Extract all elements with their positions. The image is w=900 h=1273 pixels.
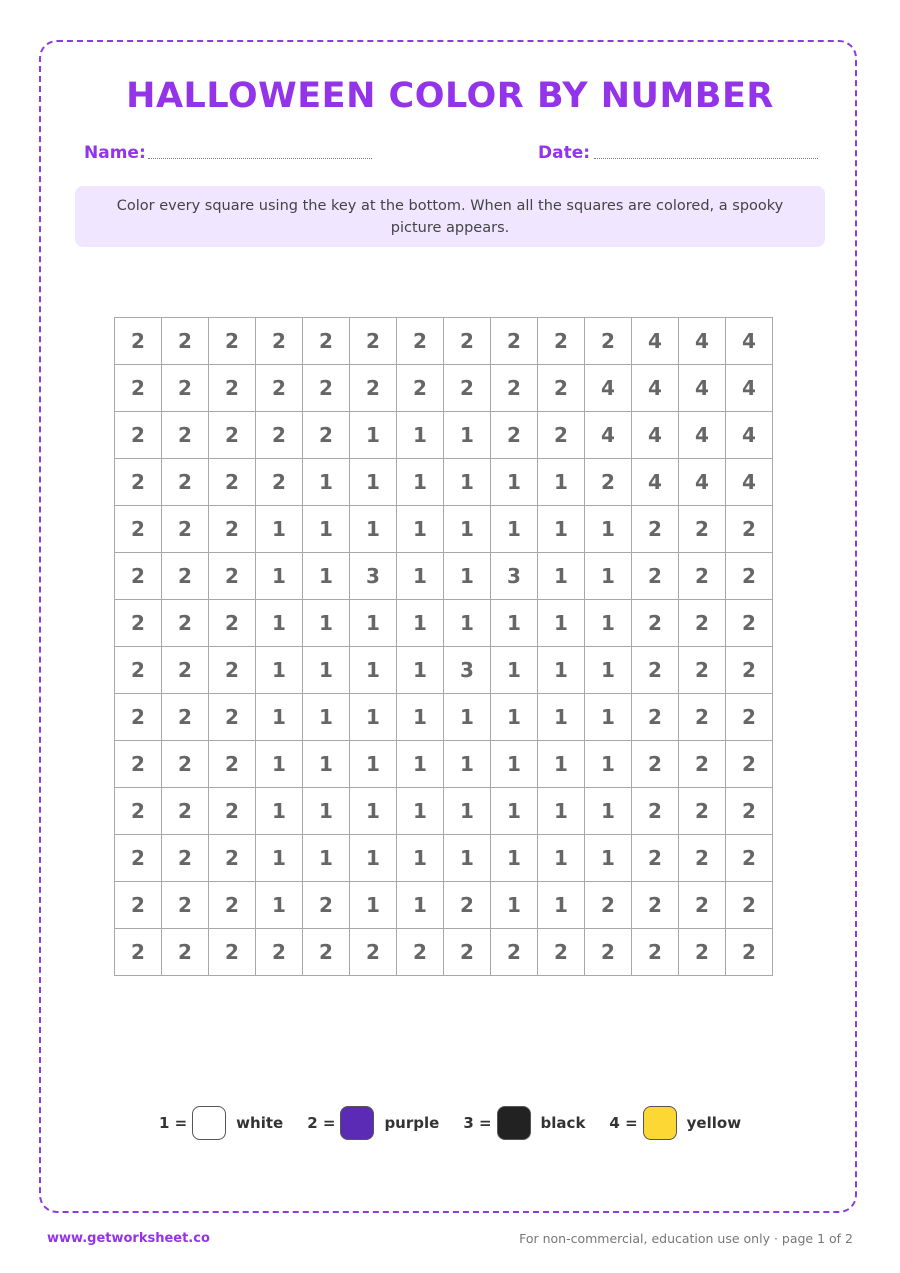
grid-cell[interactable]: 1 [397, 553, 444, 600]
grid-cell[interactable]: 2 [726, 788, 773, 835]
grid-cell[interactable]: 4 [632, 318, 679, 365]
grid-cell[interactable]: 1 [585, 694, 632, 741]
grid-cell[interactable]: 2 [632, 506, 679, 553]
grid-cell[interactable]: 2 [679, 553, 726, 600]
grid-cell[interactable]: 2 [162, 788, 209, 835]
name-label: Name: [84, 143, 146, 163]
grid-cell[interactable]: 2 [632, 553, 679, 600]
grid-cell[interactable]: 1 [256, 741, 303, 788]
grid-cell[interactable]: 2 [162, 459, 209, 506]
grid-cell[interactable]: 2 [115, 929, 162, 976]
grid-cell[interactable]: 1 [303, 647, 350, 694]
grid-row [115, 365, 773, 412]
grid-cell[interactable]: 2 [256, 459, 303, 506]
key-color-name: black [540, 1114, 586, 1132]
grid-cell[interactable]: 2 [209, 506, 256, 553]
grid-row [115, 506, 773, 553]
grid-cell[interactable]: 2 [209, 553, 256, 600]
grid-cell[interactable]: 1 [585, 741, 632, 788]
grid-cell[interactable]: 1 [256, 835, 303, 882]
grid-cell[interactable]: 1 [350, 459, 397, 506]
key-item [159, 1106, 283, 1140]
grid-cell[interactable]: 2 [115, 835, 162, 882]
grid-cell[interactable]: 2 [256, 412, 303, 459]
grid-row [115, 318, 773, 365]
instructions-text: Color every square using the key at the bottom. When all the squares are colored, a spooky picture appears. [116, 198, 784, 236]
grid-cell[interactable]: 2 [162, 365, 209, 412]
grid-cell[interactable]: 2 [679, 741, 726, 788]
grid-cell[interactable]: 1 [303, 600, 350, 647]
grid-cell[interactable]: 1 [397, 506, 444, 553]
grid-cell[interactable]: 2 [679, 882, 726, 929]
grid-cell[interactable]: 1 [444, 412, 491, 459]
grid-cell[interactable]: 1 [350, 788, 397, 835]
grid-cell[interactable]: 2 [444, 318, 491, 365]
grid-cell[interactable]: 2 [585, 318, 632, 365]
grid-row [115, 600, 773, 647]
grid-cell[interactable]: 1 [397, 459, 444, 506]
grid-cell[interactable]: 1 [256, 788, 303, 835]
key-color-name: yellow [686, 1114, 742, 1132]
grid-cell[interactable]: 1 [303, 694, 350, 741]
grid-cell[interactable]: 4 [585, 412, 632, 459]
grid-cell[interactable]: 2 [162, 553, 209, 600]
grid-cell[interactable]: 2 [726, 882, 773, 929]
key-color-name: white [236, 1114, 284, 1132]
key-number: 4 = [609, 1114, 638, 1132]
grid-cell[interactable]: 2 [632, 741, 679, 788]
grid-cell[interactable]: 2 [632, 882, 679, 929]
date-line[interactable] [594, 158, 818, 159]
grid-cell[interactable]: 1 [444, 788, 491, 835]
grid-cell[interactable]: 2 [726, 694, 773, 741]
grid-cell[interactable]: 1 [350, 741, 397, 788]
grid-cell[interactable]: 2 [115, 318, 162, 365]
grid-cell[interactable]: 4 [726, 318, 773, 365]
grid-cell[interactable]: 2 [209, 365, 256, 412]
grid-cell[interactable]: 1 [491, 835, 538, 882]
grid-cell[interactable]: 2 [726, 741, 773, 788]
grid-cell[interactable]: 1 [303, 553, 350, 600]
grid-cell[interactable]: 2 [679, 835, 726, 882]
grid-cell[interactable]: 2 [538, 318, 585, 365]
grid-cell[interactable]: 1 [397, 412, 444, 459]
grid-row [115, 929, 773, 976]
grid-cell[interactable]: 1 [350, 647, 397, 694]
grid-cell[interactable]: 2 [444, 882, 491, 929]
grid-cell[interactable]: 1 [303, 835, 350, 882]
grid-cell[interactable]: 2 [209, 412, 256, 459]
grid-cell[interactable]: 2 [256, 929, 303, 976]
grid-cell[interactable]: 2 [115, 600, 162, 647]
grid-cell[interactable]: 2 [162, 318, 209, 365]
grid-cell[interactable]: 1 [585, 553, 632, 600]
grid-cell[interactable]: 2 [726, 506, 773, 553]
grid-cell[interactable]: 2 [632, 835, 679, 882]
grid-cell[interactable]: 2 [115, 459, 162, 506]
grid-cell[interactable]: 1 [491, 694, 538, 741]
grid-cell[interactable]: 1 [397, 694, 444, 741]
grid-cell[interactable]: 1 [350, 694, 397, 741]
grid-cell[interactable]: 1 [397, 788, 444, 835]
grid-cell[interactable]: 2 [209, 929, 256, 976]
grid-cell[interactable]: 1 [538, 694, 585, 741]
grid-cell[interactable]: 2 [726, 600, 773, 647]
grid-cell[interactable]: 2 [726, 647, 773, 694]
grid-cell[interactable]: 2 [115, 694, 162, 741]
grid-cell[interactable]: 1 [491, 600, 538, 647]
grid-cell[interactable]: 2 [162, 647, 209, 694]
color-grid [114, 317, 773, 976]
grid-cell[interactable]: 2 [162, 600, 209, 647]
grid-cell[interactable]: 4 [679, 365, 726, 412]
grid-cell[interactable]: 1 [256, 647, 303, 694]
grid-cell[interactable]: 2 [115, 788, 162, 835]
grid-cell[interactable]: 2 [632, 647, 679, 694]
grid-cell[interactable]: 2 [256, 365, 303, 412]
grid-cell[interactable]: 1 [350, 600, 397, 647]
grid-cell[interactable]: 4 [585, 365, 632, 412]
grid-cell[interactable]: 1 [538, 459, 585, 506]
grid-cell[interactable]: 4 [726, 412, 773, 459]
grid-cell[interactable]: 2 [632, 929, 679, 976]
grid-cell[interactable]: 2 [679, 694, 726, 741]
grid-cell[interactable]: 2 [444, 929, 491, 976]
grid-cell[interactable]: 2 [115, 647, 162, 694]
grid-cell[interactable]: 2 [397, 929, 444, 976]
grid-cell[interactable]: 2 [209, 647, 256, 694]
grid-cell[interactable]: 2 [303, 882, 350, 929]
key-swatch-yellow [643, 1106, 677, 1140]
key-number: 1 = [158, 1114, 188, 1132]
grid-cell[interactable]: 1 [444, 600, 491, 647]
grid-cell[interactable]: 2 [491, 929, 538, 976]
grid-cell[interactable]: 1 [585, 647, 632, 694]
grid-cell[interactable]: 1 [256, 882, 303, 929]
grid-row [115, 647, 773, 694]
key-item [463, 1106, 585, 1140]
grid-cell[interactable]: 2 [162, 694, 209, 741]
grid-cell[interactable]: 2 [115, 741, 162, 788]
date-label: Date: [538, 143, 591, 163]
grid-cell[interactable]: 1 [444, 835, 491, 882]
grid-cell[interactable]: 2 [679, 506, 726, 553]
grid-cell[interactable]: 2 [162, 882, 209, 929]
grid-cell[interactable]: 1 [538, 835, 585, 882]
footer-note: For non-commercial, education use only · page 1 of 2 [519, 1231, 853, 1246]
grid-cell[interactable]: 1 [444, 459, 491, 506]
key-number: 2 = [307, 1114, 336, 1132]
grid-cell[interactable]: 1 [538, 600, 585, 647]
grid-cell[interactable]: 2 [115, 506, 162, 553]
key-color-name: purple [384, 1114, 440, 1132]
grid-cell[interactable]: 1 [444, 741, 491, 788]
grid-cell[interactable]: 2 [491, 412, 538, 459]
grid-cell[interactable]: 1 [397, 647, 444, 694]
key-item [307, 1106, 439, 1140]
grid-cell[interactable]: 1 [585, 835, 632, 882]
grid-cell[interactable]: 2 [538, 929, 585, 976]
grid-cell[interactable]: 2 [209, 600, 256, 647]
grid-cell[interactable]: 1 [256, 506, 303, 553]
grid-cell[interactable]: 1 [397, 600, 444, 647]
grid-cell[interactable]: 4 [632, 365, 679, 412]
grid-cell[interactable]: 2 [679, 647, 726, 694]
grid-cell[interactable]: 1 [303, 459, 350, 506]
grid-cell[interactable]: 2 [726, 835, 773, 882]
key-swatch-purple [340, 1106, 374, 1140]
grid-cell[interactable]: 2 [491, 365, 538, 412]
grid-cell[interactable]: 2 [303, 412, 350, 459]
grid-cell[interactable]: 2 [209, 694, 256, 741]
grid-cell[interactable]: 1 [538, 647, 585, 694]
grid-cell[interactable]: 2 [397, 365, 444, 412]
grid-cell[interactable]: 1 [256, 553, 303, 600]
grid-cell[interactable]: 1 [491, 788, 538, 835]
grid-cell[interactable]: 2 [726, 553, 773, 600]
footer-site: www.getworksheet.co [47, 1231, 210, 1246]
grid-cell[interactable]: 2 [115, 365, 162, 412]
grid-cell[interactable]: 1 [491, 506, 538, 553]
grid-cell[interactable]: 3 [350, 553, 397, 600]
grid-cell[interactable]: 2 [538, 365, 585, 412]
grid-cell[interactable]: 4 [679, 318, 726, 365]
grid-cell[interactable]: 1 [444, 506, 491, 553]
grid-cell[interactable]: 2 [303, 929, 350, 976]
grid-cell[interactable]: 2 [726, 929, 773, 976]
grid-cell[interactable]: 1 [538, 882, 585, 929]
grid-row [115, 835, 773, 882]
grid-cell[interactable]: 1 [444, 553, 491, 600]
grid-cell[interactable]: 1 [303, 506, 350, 553]
grid-row [115, 741, 773, 788]
grid-cell[interactable]: 1 [350, 506, 397, 553]
grid-row [115, 459, 773, 506]
grid-cell[interactable]: 1 [585, 600, 632, 647]
grid-cell[interactable]: 4 [726, 365, 773, 412]
key-swatch-black [497, 1106, 531, 1140]
grid-cell[interactable]: 2 [115, 553, 162, 600]
grid-cell[interactable]: 2 [115, 882, 162, 929]
grid-cell[interactable]: 2 [585, 882, 632, 929]
grid-cell[interactable]: 2 [209, 835, 256, 882]
grid-cell[interactable]: 1 [256, 600, 303, 647]
page-title: HALLOWEEN COLOR BY NUMBER [126, 76, 774, 116]
grid-cell[interactable]: 1 [538, 553, 585, 600]
grid-cell[interactable]: 1 [491, 741, 538, 788]
grid-cell[interactable]: 1 [256, 694, 303, 741]
grid-row [115, 694, 773, 741]
name-line[interactable] [148, 158, 372, 159]
grid-cell[interactable]: 2 [303, 365, 350, 412]
grid-cell[interactable]: 2 [209, 741, 256, 788]
grid-cell[interactable]: 1 [303, 741, 350, 788]
grid-cell[interactable]: 1 [397, 882, 444, 929]
grid-cell[interactable]: 2 [632, 694, 679, 741]
grid-cell[interactable]: 2 [115, 412, 162, 459]
grid-row [115, 882, 773, 929]
grid-cell[interactable]: 1 [350, 882, 397, 929]
grid-cell[interactable]: 2 [585, 929, 632, 976]
grid-cell[interactable]: 1 [585, 788, 632, 835]
grid-cell[interactable]: 1 [303, 788, 350, 835]
grid-cell[interactable]: 1 [585, 506, 632, 553]
grid-cell[interactable]: 2 [632, 600, 679, 647]
grid-cell[interactable]: 1 [538, 506, 585, 553]
grid-row [115, 412, 773, 459]
grid-cell[interactable]: 4 [632, 459, 679, 506]
grid-cell[interactable]: 2 [162, 835, 209, 882]
grid-cell[interactable]: 2 [162, 741, 209, 788]
grid-cell[interactable]: 4 [632, 412, 679, 459]
grid-cell[interactable]: 2 [679, 929, 726, 976]
grid-cell[interactable]: 3 [444, 647, 491, 694]
grid-cell[interactable]: 3 [491, 553, 538, 600]
grid-cell[interactable]: 2 [162, 506, 209, 553]
key-item [609, 1106, 741, 1140]
key-number: 3 = [463, 1114, 492, 1132]
grid-cell[interactable]: 2 [303, 318, 350, 365]
grid-cell[interactable]: 2 [538, 412, 585, 459]
grid-cell[interactable]: 2 [350, 318, 397, 365]
grid-cell[interactable]: 2 [491, 318, 538, 365]
grid-cell[interactable]: 2 [444, 365, 491, 412]
grid-cell[interactable]: 1 [491, 647, 538, 694]
grid-cell[interactable]: 2 [350, 365, 397, 412]
grid-cell[interactable]: 2 [209, 882, 256, 929]
grid-cell[interactable]: 2 [350, 929, 397, 976]
grid-cell[interactable]: 4 [679, 412, 726, 459]
grid-cell[interactable]: 1 [491, 882, 538, 929]
grid-row [115, 788, 773, 835]
grid-cell[interactable]: 1 [538, 741, 585, 788]
grid-cell[interactable]: 1 [444, 694, 491, 741]
grid-cell[interactable]: 2 [209, 318, 256, 365]
grid-cell[interactable]: 2 [585, 459, 632, 506]
grid-cell[interactable]: 1 [397, 741, 444, 788]
instructions-box [75, 186, 825, 247]
grid-row [115, 553, 773, 600]
grid-cell[interactable]: 2 [679, 600, 726, 647]
grid-cell[interactable]: 2 [162, 929, 209, 976]
grid-cell[interactable]: 2 [209, 459, 256, 506]
grid-cell[interactable]: 2 [162, 412, 209, 459]
grid-cell[interactable]: 4 [726, 459, 773, 506]
grid-cell[interactable]: 2 [209, 788, 256, 835]
grid-cell[interactable]: 1 [350, 412, 397, 459]
grid-cell[interactable]: 1 [538, 788, 585, 835]
grid-cell[interactable]: 1 [491, 459, 538, 506]
grid-cell[interactable]: 1 [397, 835, 444, 882]
grid-cell[interactable]: 2 [679, 788, 726, 835]
key-swatch-white [192, 1106, 226, 1140]
grid-cell[interactable]: 2 [632, 788, 679, 835]
color-key [0, 1103, 900, 1143]
grid-cell[interactable]: 1 [350, 835, 397, 882]
grid-cell[interactable]: 2 [256, 318, 303, 365]
grid-cell[interactable]: 4 [679, 459, 726, 506]
grid-cell[interactable]: 2 [397, 318, 444, 365]
